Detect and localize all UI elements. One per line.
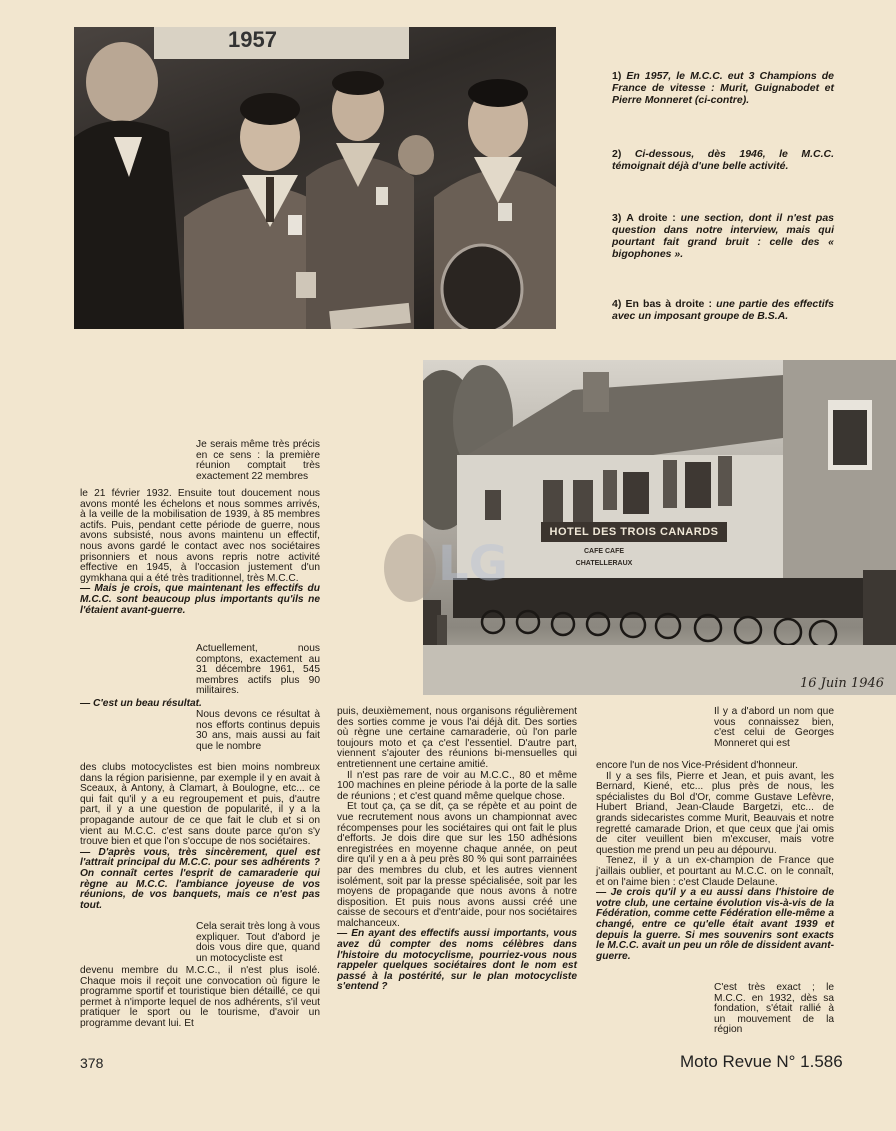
col1-p2: Actuellement, nous comptons, exactement au 31 décembre 1961, 545 membres actifs plus 90 militaires. [196, 643, 320, 697]
col1-p4-rest: devenu membre du M.C.C., il n'est plus isolé. Chaque mois il reçoit une convocation où figure le programme sportif et touristique bien détaillé, ce qui permet à n'importe lequel de nos adhérents, s'il veut pratiquer le sport ou le tourisme, d'avoir un programme devant lui. Et [80, 965, 320, 1029]
col1-question-3: — D'après vous, très sincèrement, quel est l'attrait principal du M.C.C. pour ses adhérents ? On connaît certes l'esprit de camaraderie qui règne au M.C.C. l'ambiance joyeuse de vos réunions, de vos banquets, mais ce n'est pas tout. [80, 846, 320, 911]
col1-body-f [196, 922, 320, 964]
caption-2-text: Ci-dessous, dès 1946, le M.C.C. témoignait déjà d'une belle activité. [612, 148, 834, 172]
photo-champions-1957 [74, 27, 556, 329]
col1-body-c [80, 699, 320, 710]
col1-question-1: — Mais je crois, que maintenant les effectifs du M.C.C. sont beaucoup plus importants qu'ils ne l'étaient avant-guerre. [80, 583, 320, 616]
col2-p3: Et tout ça, ça se dit, ça se répète et au point de vue recrutement nous avons un championnat avec récompenses pour les sociétaires qui ont fait le plus d'efforts. Je dois dire que sur les 150 adhésions enregistrées en moyenne chaque année, on peut dire qu'il y en a à peu près 80 % qui sont parrainées par des membres du club, et les autres viennent isolément, soit par la presse spécialisée, soit par les moyens de propagande que nous avons à notre disposition. Et puis nous avons aussi créé une caisse de secours et d'entr'aide, pour nos sociétaires malchanceux. [337, 801, 577, 929]
col2-question-1: — En ayant des effectifs aussi importants, vous avez dû compter des noms célèbres dans l'histoire du motocyclisme, pourriez-vous nous rappeler quelques sociétaires dont le nom est passé à la postérité, sur le plan motocycliste s'entend ? [337, 928, 577, 993]
col2-p2: Il n'est pas rare de voir au M.C.C., 80 et même 100 machines en pleine période à la porte de la salle de réunions ; et c'est quand même quelque chose. [337, 769, 577, 802]
page-number: 378 [80, 1055, 104, 1071]
watermark-logo [380, 518, 520, 613]
caption-3-number: 3) [612, 212, 622, 224]
caption-1-text: En 1957, le M.C.C. eut 3 Champions de France de vitesse : Murit, Guignabodet et Pierre Monneret (ci-contre). [612, 70, 834, 106]
col2 [337, 707, 577, 993]
caption-1 [612, 70, 834, 106]
col2-p1: puis, deuxièmement, nous organisons régulièrement des sorties comme je vous l'ai déjà dit. Des sorties où règne une certaine camaraderie, où l'on parle toujours moto et ça c'est l'essentiel. D'autre part, viennent s'ajouter des réunions bi-mensuelles qui entretiennent une certaine amitié. [337, 706, 577, 770]
col1-body-b [196, 644, 320, 697]
caption-1-number: 1) [612, 70, 622, 82]
col1-p4-start: Cela serait très long à vous expliquer. Tout d'abord je dois vous dire que, quand un motocycliste est [196, 921, 320, 964]
watermark-text: LG [438, 536, 508, 592]
caption-3 [612, 212, 834, 260]
champions-illustration [74, 27, 556, 329]
col3-body [596, 761, 834, 962]
caption-2-number: 2) [612, 148, 622, 160]
col3-p2: Il y a ses fils, Pierre et Jean, et puis avant, les Bernard, Kiené, etc... plus près de nous, les spécialistes du Bol d'Or, comme Gustave Lefèvre, Hubert Briand, Jean-Claude Bargetzi, etc... de grands sidecaristes comme Murit, Beauvais et notre regretté camarade Drion, et que ceux que j'ai omis de citer veuillent bien m'excuser, mais votre question me prend un peu au dépourvu. [596, 770, 834, 856]
caption-4-lead: En bas à droite : [625, 298, 713, 310]
col1-question-2: — C'est un beau résultat. [80, 698, 202, 709]
col3-p4: C'est très exact ; le M.C.C. en 1932, dès sa fondation, s'était rallié à un mouvement de la région [714, 982, 834, 1036]
col3-question-1: — Je crois qu'il y a eu aussi dans l'histoire de votre club, une certaine évolution vis-à-vis de la Fédération, comme cette Fédération elle-même a changé, entre ce qu'elle était avant 1939 et depuis la guerre. Si mes souvenirs sont exacts le M.C.C. avait un peu un rôle de dissident avant-guerre. [596, 887, 834, 962]
col1-body-a [80, 489, 320, 616]
col3-p1-start: Il y a d'abord un nom que vous connaissez bien, c'est celui de Georges Monneret qui est [714, 706, 834, 749]
col3-p3: Tenez, il y a un ex-champion de France que j'aillais oublier, et pourtant au M.C.C. on le connaît, et on l'aime bien : c'est Claude Delaune. [596, 855, 834, 888]
col1-body-g [80, 966, 320, 1030]
caption-3-text: une section, dont il n'est pas question dans notre interview, mais qui pourtant fait grand bruit : celle des « bigophones ». [612, 212, 835, 260]
col1-p1-start: Je serais même très précis en ce sens : la première réunion comptait très exactement 22 membres [196, 439, 320, 482]
caption-4 [612, 298, 834, 322]
caption-3-lead: A droite : [626, 212, 676, 224]
col1-p1-rest: le 21 février 1932. Ensuite tout doucement nous avons monté les échelons et nous sommes arrivés, à la veille de la mobilisation de 1939, à 85 membres actifs. Puis, pendant cette période de guerre, nous avons subsisté, nous avons maintenu un effectif, nous avons gardé le contact avec nos sociétaires prisonniers et nous avons repris notre activité effective en 1945, à l'occasion justement d'un gymkhana qui a été très traditionnel, très M.C.C. [80, 488, 320, 584]
col3-end [714, 983, 834, 1036]
photo-sign-1957: 1957 [154, 27, 409, 59]
caption-4-text: une partie des effectifs avec un imposant groupe de B.S.A. [612, 298, 834, 322]
col1-p3-start: Nous devons ce résultat à nos efforts continus depuis 30 ans, mais aussi au fait que le nombre [196, 709, 320, 752]
hotel-sign: HOTEL DES TROIS CANARDS [541, 522, 727, 542]
caption-4-number: 4) [612, 298, 622, 310]
col3-intro [714, 707, 834, 749]
magazine-issue: Moto Revue N° 1.586 [680, 1052, 843, 1071]
caption-2 [612, 148, 834, 172]
col1-intro [196, 440, 320, 482]
cafe-sign: CAFE CAFE CHATELLERAUX [575, 548, 633, 567]
col1-p3-rest: des clubs motocyclistes est bien moins nombreux dans la région parisienne, par exemple il y en avait à Sceaux, à Antony, à Clamart, à Boulogne, etc... ce qui fait qu'il y a eu regroupement et puis, d'autre part, il y a une question de popularité, il y a la propagande autour de ce que fait le club et si on vient au M.C.C. c'est sans doute parce qu'on s'y trouve bien et que l'on s'occupe de nos sociétaires. [80, 762, 320, 848]
col3-p1-rest: encore l'un de nos Vice-Président d'honneur. [596, 760, 798, 771]
col1-body-e [80, 763, 320, 911]
photo-date-note: 16 Juin 1946 [800, 676, 885, 691]
col1-body-d [196, 710, 320, 752]
